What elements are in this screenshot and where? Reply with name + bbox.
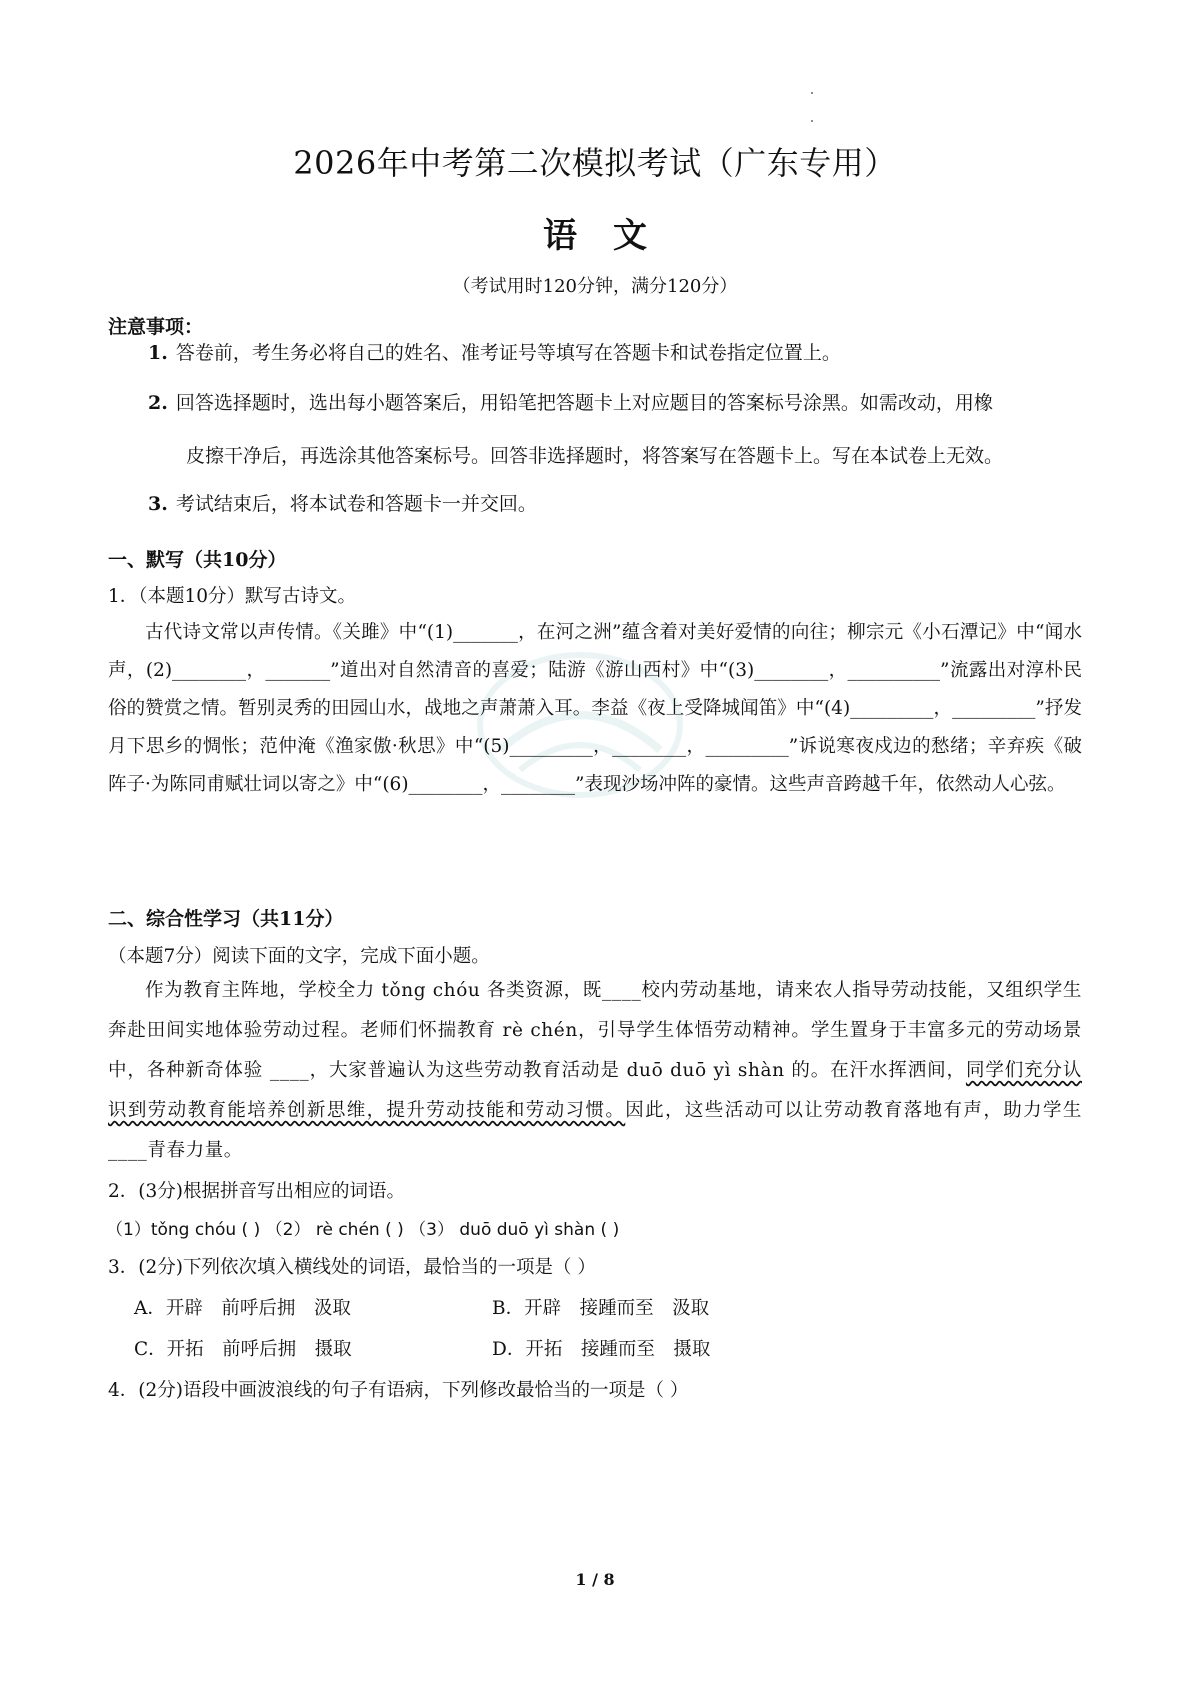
question-4: 4．(2分)语段中画波浪线的句子有语病，下列修改最恰当的一项是（ ） bbox=[108, 1380, 689, 1401]
notice-text: 回答选择题时，选出每小题答案后，用铅笔把答题卡上对应题目的答案标号涂黑。如需改动，用橡 bbox=[175, 392, 993, 414]
question-2: 2．(3分)根据拼音写出相应的词语。 bbox=[108, 1181, 405, 1202]
question-3-option-d: D．开拓 接踵而至 摄取 bbox=[492, 1339, 711, 1360]
question-3-option-b: B．开辟 接踵而至 汲取 bbox=[492, 1298, 710, 1319]
subject-title: 语文 bbox=[543, 216, 683, 256]
exam-title: 2026年中考第二次模拟考试（广东专用） bbox=[293, 144, 897, 182]
question-1-intro: 1．（本题10分）默写古诗文。 bbox=[108, 586, 357, 607]
wavy-underlined-sentence: 同学们充分认识到劳动教育能培养创新思维，提升劳动技能和劳动习惯。 bbox=[108, 1060, 1082, 1121]
decorative-dots bbox=[810, 92, 814, 126]
notice-item-2-continuation: 皮擦干净后，再选涂其他答案标号。回答非选择题时，将答案写在答题卡上。写在本试卷上无效。 bbox=[186, 445, 1004, 467]
notice-heading: 注意事项： bbox=[108, 316, 204, 338]
page-number: 1 / 8 bbox=[575, 1570, 615, 1589]
question-3-option-c: C．开拓 前呼后拥 摄取 bbox=[134, 1339, 352, 1360]
section-1-heading: 一、默写（共10分） bbox=[108, 549, 287, 571]
section-2-passage bbox=[108, 971, 1082, 1171]
notice-num: 1. bbox=[148, 342, 168, 364]
section-2-intro: （本题7分）阅读下面的文字，完成下面小题。 bbox=[108, 946, 490, 967]
notice-num: 2. bbox=[148, 392, 168, 414]
section-1-passage: 古代诗文常以声传情。《关雎》中“(1)_______，在河之洲”蕴含着对美好爱情的向往；柳宗元《小石潭记》中“闻水声，(2)________，_______”道出对自然清音的喜爱；陆游《游山西村》中“(3)________，__________”流露出对淳朴民俗的赞赏之情。暂别灵秀的田园山水，战地之声萧萧入耳。李益《夜上受降城闻笛》中“(4)_________，_________”抒发月下思乡的惆怅；范仲淹《渔家傲·秋思》中“(5)_________，________，_________”诉说寒夜戍边的愁绪；辛弃疾《破阵子·为陈同甫赋壮词以寄之》中“(6)________，________”表现沙场冲阵的豪情。这些声音跨越千年，依然动人心弦。 bbox=[108, 622, 1082, 795]
notice-num: 3. bbox=[148, 493, 168, 515]
question-2-blanks: （1）tǒng chóu ( ) （2） rè chén ( ) （3） duō duō yì shàn ( ) bbox=[106, 1220, 620, 1240]
notice-item-2 bbox=[148, 376, 1094, 430]
passage-text: 因此，这些活动可以让劳动教育落地有声，助力学生____青春力量。 bbox=[108, 1100, 1082, 1161]
notice-text: 考试结束后，将本试卷和答题卡一并交回。 bbox=[175, 493, 537, 515]
notice-item-1 bbox=[148, 326, 1094, 380]
question-3-option-a: A．开辟 前呼后拥 汲取 bbox=[134, 1298, 351, 1319]
exam-info: （考试用时120分钟，满分120分） bbox=[452, 276, 738, 297]
section-2-heading: 二、综合性学习（共11分） bbox=[108, 908, 344, 930]
notice-item-3 bbox=[148, 477, 1094, 531]
passage-text: 作为教育主阵地，学校全力 tǒng chóu 各类资源，既____校内劳动基地，请来农人指导劳动技能，又组织学生奔赴田间实地体验劳动过程。老师们怀揣教育 rè chén，引导学生体悟劳动精神。学生置身于丰富多元的劳动场景中，各种新奇体验 ____，大家普遍认为这些劳动教育活动是 duō duō yì shàn 的。在汗水挥洒间， bbox=[108, 980, 1082, 1081]
question-3: 3．(2分)下列依次填入横线处的词语，最恰当的一项是（ ） bbox=[108, 1257, 596, 1278]
notice-text: 答卷前，考生务必将自己的姓名、准考证号等填写在答题卡和试卷指定位置上。 bbox=[175, 342, 841, 364]
